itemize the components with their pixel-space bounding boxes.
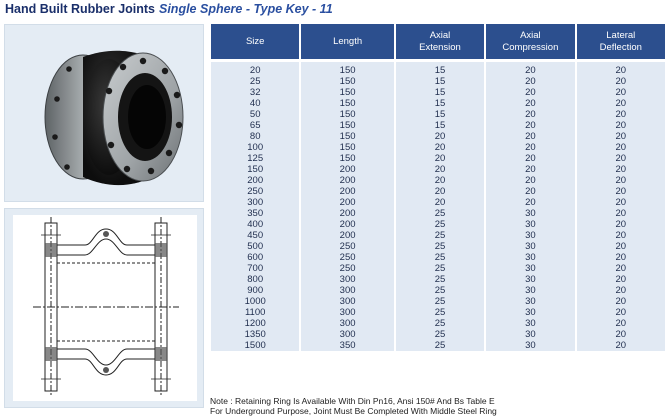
table-cell: 1350 [211, 329, 299, 340]
table-cell: 20 [577, 62, 665, 76]
table-cell: 25 [396, 329, 484, 340]
table-row [211, 87, 665, 98]
table-cell: 30 [486, 285, 574, 296]
rubber-joint-photo [5, 25, 205, 203]
table-cell: 300 [301, 296, 393, 307]
table-cell: 250 [211, 186, 299, 197]
table-row [211, 186, 665, 197]
table-cell: 30 [486, 318, 574, 329]
specification-table [209, 24, 667, 390]
table-cell: 20 [396, 153, 484, 164]
table-cell: 20 [577, 153, 665, 164]
table-cell: 150 [301, 87, 393, 98]
table-cell: 40 [211, 98, 299, 109]
table-row [211, 285, 665, 296]
table-row [211, 230, 665, 241]
table-cell: 200 [301, 230, 393, 241]
table-cell: 32 [211, 87, 299, 98]
table-cell: 25 [211, 76, 299, 87]
table-row [211, 296, 665, 307]
table-cell: 20 [577, 318, 665, 329]
table-cell: 25 [396, 230, 484, 241]
table-cell: 15 [396, 87, 484, 98]
table-cell: 15 [396, 62, 484, 76]
product-photo-panel [4, 24, 204, 202]
table-cell: 30 [486, 252, 574, 263]
header-size: Size [211, 24, 299, 62]
table-cell: 300 [301, 318, 393, 329]
table-row [211, 120, 665, 131]
table-cell: 20 [486, 186, 574, 197]
table-cell: 20 [577, 296, 665, 307]
table-cell: 20 [577, 230, 665, 241]
table-cell: 20 [577, 340, 665, 351]
table-row [211, 164, 665, 175]
table-cell: 30 [486, 274, 574, 285]
table-cell: 25 [396, 219, 484, 230]
table-cell: 20 [577, 219, 665, 230]
table-cell: 150 [301, 153, 393, 164]
table-row [211, 252, 665, 263]
table-cell: 20 [486, 131, 574, 142]
table-cell: 20 [577, 120, 665, 131]
table-cell: 20 [577, 263, 665, 274]
table-cell: 20 [486, 142, 574, 153]
table-cell: 20 [577, 252, 665, 263]
table-cell: 150 [211, 164, 299, 175]
table-row [211, 241, 665, 252]
table-cell: 25 [396, 252, 484, 263]
table-cell: 20 [577, 197, 665, 208]
table-cell: 15 [396, 98, 484, 109]
table-cell: 150 [301, 120, 393, 131]
table-cell: 25 [396, 307, 484, 318]
table-cell: 80 [211, 131, 299, 142]
table-body [211, 62, 665, 351]
title-subtitle: Single Sphere - Type Key - 11 [159, 2, 333, 16]
table-cell: 25 [396, 340, 484, 351]
table-cell: 200 [301, 197, 393, 208]
footnote-line-2: For Underground Purpose, Joint Must Be Completed With Middle Steel Ring [210, 406, 497, 416]
table-cell: 20 [577, 307, 665, 318]
table-cell: 200 [301, 186, 393, 197]
table-cell: 150 [301, 98, 393, 109]
table-cell: 500 [211, 241, 299, 252]
table-cell: 20 [486, 62, 574, 76]
table-cell: 20 [211, 62, 299, 76]
table-cell: 200 [301, 164, 393, 175]
page-title [5, 2, 333, 16]
table-cell: 300 [211, 197, 299, 208]
table-cell: 20 [577, 98, 665, 109]
table-row [211, 62, 665, 76]
table-cell: 20 [577, 164, 665, 175]
table-cell: 20 [577, 285, 665, 296]
table-cell: 15 [396, 120, 484, 131]
table-cell: 30 [486, 208, 574, 219]
table-cell: 20 [486, 76, 574, 87]
table-row [211, 318, 665, 329]
table-cell: 350 [211, 208, 299, 219]
table-cell: 25 [396, 241, 484, 252]
table-cell: 300 [301, 274, 393, 285]
table-cell: 30 [486, 241, 574, 252]
table-row [211, 329, 665, 340]
table-cell: 150 [301, 76, 393, 87]
table-cell: 15 [396, 109, 484, 120]
table-row [211, 76, 665, 87]
table-cell: 200 [301, 175, 393, 186]
table-cell: 25 [396, 318, 484, 329]
table-cell: 20 [486, 175, 574, 186]
table-cell: 800 [211, 274, 299, 285]
table-cell: 300 [301, 307, 393, 318]
header-axial-compression-text: Axial Compression [502, 29, 559, 53]
table-cell: 250 [301, 241, 393, 252]
table-cell: 300 [301, 329, 393, 340]
table-cell: 20 [486, 98, 574, 109]
table-cell: 20 [577, 142, 665, 153]
technical-drawing-panel [4, 208, 204, 408]
header-axial-extension [396, 24, 484, 62]
footnote [210, 396, 497, 416]
table-cell: 20 [486, 87, 574, 98]
table-cell: 20 [577, 131, 665, 142]
table-cell: 20 [577, 87, 665, 98]
table-cell: 20 [396, 131, 484, 142]
table-row [211, 98, 665, 109]
cross-section-drawing [13, 215, 197, 401]
table-cell: 25 [396, 296, 484, 307]
table-row [211, 175, 665, 186]
table-header-row [211, 24, 665, 62]
table-cell: 20 [577, 274, 665, 285]
table-cell: 1500 [211, 340, 299, 351]
table-row [211, 131, 665, 142]
table-cell: 20 [396, 197, 484, 208]
header-axial-compression [486, 24, 574, 62]
table-cell: 25 [396, 263, 484, 274]
table-row [211, 274, 665, 285]
table-cell: 200 [301, 219, 393, 230]
header-lateral-deflection [577, 24, 665, 62]
table-cell: 900 [211, 285, 299, 296]
table-cell: 20 [486, 120, 574, 131]
table-cell: 20 [577, 175, 665, 186]
table-row [211, 340, 665, 351]
table-cell: 450 [211, 230, 299, 241]
table-cell: 30 [486, 329, 574, 340]
table-cell: 20 [577, 109, 665, 120]
table-cell: 25 [396, 208, 484, 219]
table-cell: 200 [301, 208, 393, 219]
table-cell: 150 [301, 109, 393, 120]
table-cell: 30 [486, 219, 574, 230]
table-cell: 25 [396, 274, 484, 285]
table-cell: 20 [577, 76, 665, 87]
table-cell: 65 [211, 120, 299, 131]
footnote-line-1: Note : Retaining Ring Is Available With Din Pn16, Ansi 150# And Bs Table E [210, 396, 495, 406]
table-cell: 150 [301, 142, 393, 153]
table-cell: 30 [486, 263, 574, 274]
table-cell: 150 [301, 62, 393, 76]
table-row [211, 219, 665, 230]
table-cell: 20 [486, 153, 574, 164]
table-cell: 250 [301, 263, 393, 274]
table-row [211, 197, 665, 208]
table-cell: 20 [577, 208, 665, 219]
table-cell: 15 [396, 76, 484, 87]
table-cell: 20 [577, 241, 665, 252]
table-cell: 350 [301, 340, 393, 351]
table-cell: 100 [211, 142, 299, 153]
table-cell: 20 [577, 329, 665, 340]
spec-table [209, 24, 667, 351]
table-row [211, 142, 665, 153]
table-cell: 30 [486, 340, 574, 351]
technical-drawing [13, 215, 197, 401]
table-cell: 700 [211, 263, 299, 274]
table-cell: 1000 [211, 296, 299, 307]
table-cell: 30 [486, 307, 574, 318]
title-main: Hand Built Rubber Joints [5, 2, 155, 16]
table-row [211, 153, 665, 164]
table-cell: 50 [211, 109, 299, 120]
header-length: Length [301, 24, 393, 62]
table-row [211, 208, 665, 219]
table-cell: 200 [211, 175, 299, 186]
table-cell: 20 [396, 175, 484, 186]
table-cell: 20 [577, 186, 665, 197]
table-cell: 20 [486, 109, 574, 120]
table-cell: 1200 [211, 318, 299, 329]
table-cell: 600 [211, 252, 299, 263]
table-cell: 20 [486, 164, 574, 175]
table-row [211, 109, 665, 120]
table-cell: 300 [301, 285, 393, 296]
table-cell: 20 [396, 142, 484, 153]
table-cell: 20 [486, 197, 574, 208]
header-axial-extension-text: Axial Extension [419, 29, 461, 53]
table-cell: 20 [396, 164, 484, 175]
table-cell: 250 [301, 252, 393, 263]
header-lateral-deflection-text: Lateral Deflection [599, 29, 642, 53]
table-cell: 1100 [211, 307, 299, 318]
table-cell: 20 [396, 186, 484, 197]
table-row [211, 263, 665, 274]
table-cell: 400 [211, 219, 299, 230]
table-cell: 25 [396, 285, 484, 296]
table-cell: 150 [301, 131, 393, 142]
table-cell: 125 [211, 153, 299, 164]
table-cell: 30 [486, 296, 574, 307]
table-cell: 30 [486, 230, 574, 241]
table-row [211, 307, 665, 318]
